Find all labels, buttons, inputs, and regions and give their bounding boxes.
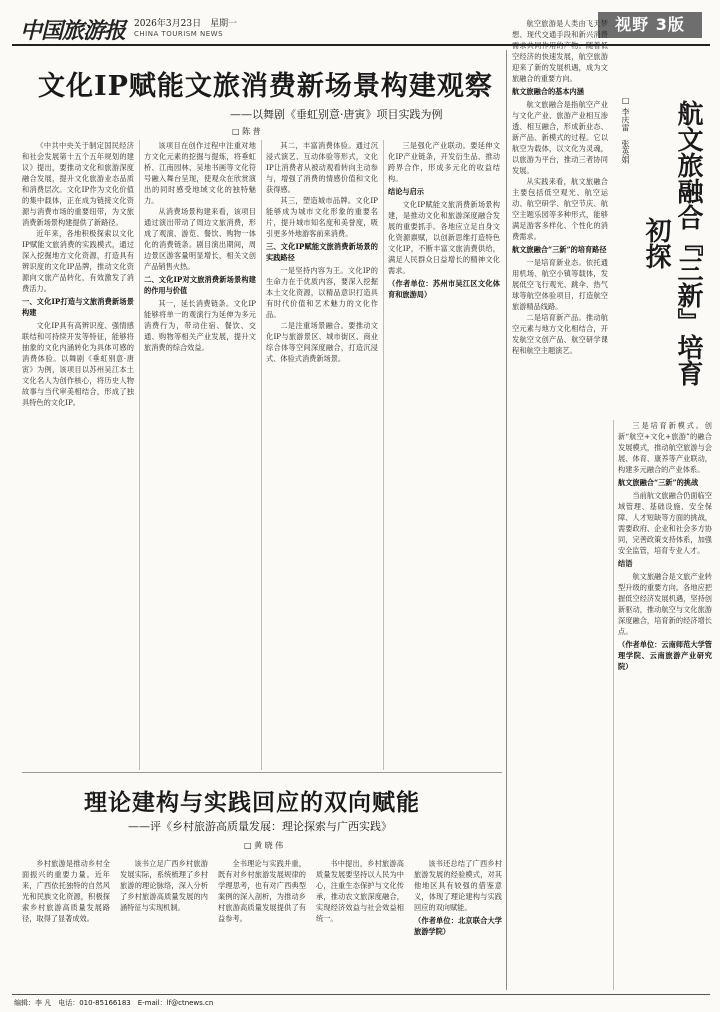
section-heading: 航文旅融合的基本内涵	[512, 87, 584, 96]
paragraph: 三是培育新模式。创新“航空+文化+旅游”的融合发展模式，推动航空旅游与会展、体育、康养等产业联动，构建多元融合的产业体系。	[618, 421, 712, 474]
column-divider	[139, 140, 140, 770]
column-divider	[613, 420, 614, 990]
author-note: （作者单位：北京联合大学旅游学院）	[414, 916, 502, 936]
paragraph: 当前航文旅融合仍面临空域管理、基础设施、安全保障、人才短缺等方面的挑战，需要政府、企业和社会多方协同，完善政策支持体系，加强安全监管，培育专业人才。	[618, 491, 712, 555]
paragraph: 该书立足广西乡村旅游发展实际，系统梳理了乡村旅游的理论脉络，深入分析了乡村旅游高质量发展的内涵特征与实现机制。	[120, 859, 208, 912]
column-divider	[261, 140, 262, 770]
article3-column-1	[512, 18, 608, 996]
article1-title: 文化IP赋能文旅消费新场景构建观察	[38, 71, 493, 102]
paragraph: 其三，塑造城市品牌。文化IP能够成为城市文化形象的重要名片，提升城市知名度和美誉度，吸引更多外地游客前来消费。	[266, 196, 378, 238]
author-note: （作者单位：云南师范大学管理学院、云南旅游产业研究院）	[618, 640, 712, 671]
newspaper-logo: 中国旅游报	[20, 18, 126, 44]
section-heading: 一、文化IP打造与文旅消费新场景构建	[22, 297, 134, 317]
article2-author: □ 黄 晓 伟	[244, 841, 284, 850]
section-heading: 结语	[618, 559, 633, 568]
paragraph: 从实践来看，航文旅融合主要包括低空观光、航空运动、航空研学、航空节庆、航空主题乐园等多种形式，能够满足游客多样化、个性化的消费需求。	[512, 177, 608, 241]
paragraph: 文化IP具有高辨识度、强情感联结和可持续开发等特征，能够将抽象的文化内涵转化为具体可感的消费体验。以舞剧《垂虹别意·唐寅》为例，该项目以苏州吴江本土文化名人为创作核心，将历史人物故事与当代审美相结合，形成了独具特色的文化IP。	[22, 321, 134, 407]
paragraph: 二是注重场景融合。要推动文化IP与旅游景区、城市街区、商业综合体等空间深度融合，打造沉浸式、体验式消费新场景。	[266, 321, 378, 363]
paragraph: 航文旅融合是文旅产业转型升级的重要方向。各地应把握低空经济发展机遇，坚持创新驱动，推动航空与文化旅游深度融合，培育新的经济增长点。	[618, 572, 712, 636]
paragraph: 近年来，各地积极探索以文化IP赋能文旅消费的实践模式，通过深入挖掘地方文化资源，打造具有辨识度的文化IP品牌，推动文化资源向文旅产品转化，有效激发了消费活力。	[22, 229, 134, 293]
paragraph: 该书还总结了广西乡村旅游发展的经验模式，对其他地区具有较强的借鉴意义，体现了理论建构与实践回应的双向赋能。	[414, 859, 502, 912]
article2-column-1	[22, 858, 110, 986]
author-note: （作者单位：苏州市吴江区文化体育和旅游局）	[388, 279, 500, 299]
article1-column-1	[22, 140, 134, 864]
issue-subtitle: CHINA TOURISM NEWS	[134, 30, 224, 38]
paragraph: 该项目在创作过程中注重对地方文化元素的挖掘与提炼，将垂虹桥、江南园林、吴地书画等文化符号融入舞台呈现，使观众在欣赏演出的同时感受地域文化的独特魅力。	[144, 141, 256, 205]
article1-author: □ 陈 普	[232, 127, 261, 136]
article1-subtitle: ——以舞剧《垂虹别意·唐寅》项目实践为例	[230, 108, 443, 121]
article2-subtitle: ——评《乡村旅游高质量发展：理论探索与广西实践》	[128, 820, 392, 833]
paragraph: 乡村旅游是推动乡村全面振兴的重要力量。近年来，广西依托独特的自然风光和民族文化资源，积极探索乡村旅游高质量发展路径，取得了显著成效。	[22, 859, 110, 923]
section-heading: 三、文化IP赋能文旅消费新场景的实践路径	[266, 242, 378, 262]
issue-date: 2026年3月23日 星期一	[134, 19, 238, 29]
article-divider	[22, 772, 502, 773]
article1-column-4	[388, 140, 500, 864]
paragraph: 航空旅游是人类由飞天梦想、现代交通手段和新兴消费需求共同作用的产物。随着低空经济的快速发展，航空旅游迎来了新的发展机遇，成为文旅融合的重要方向。	[512, 19, 608, 83]
paragraph: 全书理论与实践并重，既有对乡村旅游发展规律的学理思考，也有对广西典型案例的深入剖析，为推动乡村旅游高质量发展提供了有益参考。	[218, 859, 306, 923]
section-heading: 航文旅融合“三新”的培育路径	[512, 245, 607, 254]
article3-column-2	[618, 420, 712, 990]
paragraph: 一是培育新业态。依托通用机场、航空小镇等载体，发展低空飞行观光、跳伞、热气球等航空体验项目，打造航空旅游精品线路。	[512, 258, 608, 311]
article2-column-5	[414, 858, 502, 986]
paragraph: 航文旅融合是指航空产业与文化产业、旅游产业相互渗透、相互融合，形成新业态、新产品、新模式的过程。它以航空为载体，以文化为灵魂，以旅游为平台，推动三者协同发展。	[512, 100, 608, 175]
section-heading: 结论与启示	[388, 187, 424, 196]
section-divider	[506, 50, 507, 990]
section-tab: 视野 3版	[598, 12, 702, 38]
paragraph: 文化IP赋能文旅消费新场景构建，是推动文化和旅游深度融合发展的重要抓手。各地应立足自身文化资源禀赋，以创新思维打造特色文化IP，不断丰富文旅消费供给，满足人民群众日益增长的精神文化需求。	[388, 200, 500, 275]
article2-column-4	[316, 858, 404, 986]
paragraph: 其一，延长消费链条。文化IP能够将单一的观演行为延伸为多元消费行为，带动住宿、餐饮、交通、购物等相关产业发展，提升文旅消费的综合效益。	[144, 299, 256, 352]
section-heading: 航文旅融合“三新”的挑战	[618, 478, 699, 487]
article2-column-2	[120, 858, 208, 986]
column-divider	[383, 140, 384, 770]
article3-title: 航文旅融合『三新』培育初探	[641, 100, 703, 386]
article1-column-2	[144, 140, 256, 864]
article3-author: □ 李庆雷 张英娟	[621, 96, 630, 164]
article2-title: 理论建构与实践回应的双向赋能	[84, 789, 420, 816]
article1-column-3	[266, 140, 378, 864]
section-heading: 二、文化IP对文旅消费新场景构建的作用与价值	[144, 275, 256, 295]
paragraph: 二是培育新产品。推动航空元素与地方文化相结合，开发航空文创产品、航空研学课程和航空主题演艺。	[512, 313, 608, 355]
article2-column-3	[218, 858, 306, 986]
paragraph: 一是坚持内容为王。文化IP的生命力在于优质内容，要深入挖掘本土文化资源，以精品意识打造具有时代价值和艺术魅力的文化作品。	[266, 266, 378, 319]
paragraph: 《中共中央关于制定国民经济和社会发展第十五个五年规划的建议》提出，要推动文化和旅游深度融合发展，提升文化旅游业态品质和消费层次。文化IP作为文化价值的集中载体，正在成为链接文化资源与消费市场的重要纽带，为文旅消费新场景构建提供了新路径。	[22, 141, 134, 227]
paragraph: 从消费场景构建来看，该项目通过演出带动了周边文旅消费，形成了观演、游览、餐饮、购物一体化的消费链条。剧目演出期间，周边景区游客量明显增长，相关文创产品销售火热。	[144, 207, 256, 271]
paragraph: 三是强化产业联动。要延伸文化IP产业链条，开发衍生品、推动跨界合作，形成多元化的收益结构。	[388, 141, 500, 183]
footer-rule	[12, 994, 710, 995]
footer-editor-info: 编辑：李 凡 电话：010-85166183 E-mail：lf@ctnews.cn	[14, 999, 214, 1007]
paragraph: 书中提出，乡村旅游高质量发展要坚持以人民为中心，注重生态保护与文化传承，推动农文旅深度融合，实现经济效益与社会效益相统一。	[316, 859, 404, 923]
paragraph: 其二，丰富消费体验。通过沉浸式演艺、互动体验等形式，文化IP让消费者从被动观看转向主动参与，增强了消费的情感价值和文化获得感。	[266, 141, 378, 194]
